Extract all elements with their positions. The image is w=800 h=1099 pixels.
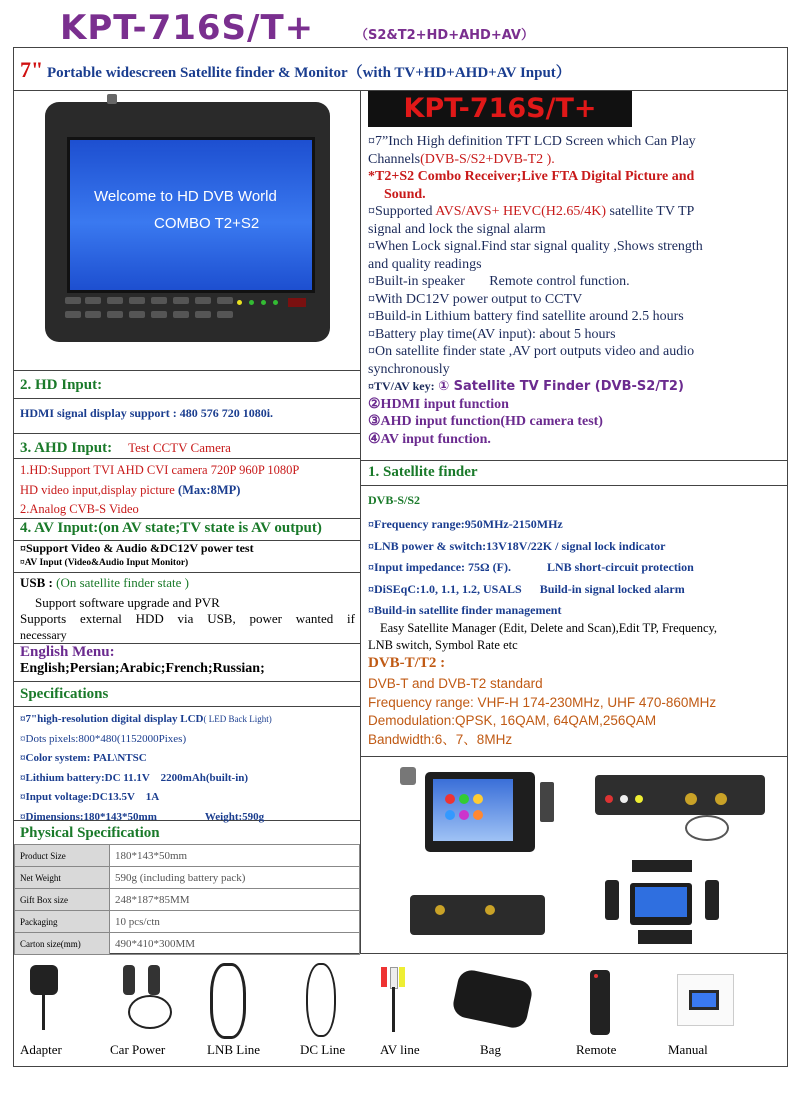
dvbs-label: DVB-S/S2 (368, 493, 421, 507)
features-list (368, 133, 773, 448)
hd-input-text: HDMI signal display support : 480 576 720 1080i. (20, 406, 274, 420)
usb-line: necessary (20, 628, 67, 642)
spec-item: ¤Dots pixels:800*480(1152000Pixes) (20, 732, 187, 745)
divider (13, 572, 360, 573)
page-title: KPT-716S/T+ (60, 8, 315, 48)
sat-easy-line: LNB switch, Symbol Rate etc (368, 638, 518, 652)
product-photo-back (405, 885, 550, 945)
spec-item: ¤7"high-resolution digital display LCD( LED Back Light) (20, 713, 272, 725)
bag-icon (450, 965, 535, 1030)
menu-languages: English;Persian;Arabic;French;Russian; (20, 661, 265, 676)
product-photo-connectors (585, 765, 775, 840)
spec-item: ¤Dimensions:180*143*50mm Weight:590g (20, 810, 265, 823)
remote-icon (585, 968, 615, 1038)
sat-item: ¤DiSEqC:1.0, 1.1, 1.2, USALS Build-in signal locked alarm (368, 581, 685, 596)
sat-item: ¤Build-in satellite finder management (368, 603, 562, 617)
divider (13, 458, 360, 459)
divider (13, 370, 360, 371)
dvbt-heading: DVB-T/T2 : (368, 655, 446, 671)
spec-item: ¤Lithium battery:DC 11.1V 2200mAh(built-in) (20, 771, 249, 784)
feature-line: ¤Built-in speaker Remote control function. (368, 274, 630, 289)
lnb-line-icon (205, 958, 250, 1038)
antenna-connector-icon (107, 94, 117, 104)
led-indicator-icon (237, 300, 242, 305)
sat-item: ¤Input impedance: 75Ω (F). LNB short-circuit protection (368, 560, 694, 574)
feature-line: and quality readings (368, 256, 482, 272)
product-header (20, 57, 571, 83)
physical-heading: Physical Specification (20, 825, 160, 841)
manual-icon (675, 972, 735, 1027)
usb-line: Supports external HDD via USB, power wanted if (20, 611, 355, 626)
feature-line: ¤With DC12V power output to CCTV (368, 291, 583, 307)
tvav-line: ¤TV/AV key: ① Satellite TV Finder (DVB-S2/T2) (368, 379, 684, 394)
av-line-icon (375, 962, 415, 1037)
accessory-label: DC Line (300, 1042, 346, 1057)
ahd-line: 1.HD:Support TVI AHD CVI camera 720P 960P 1080P (20, 463, 300, 477)
feature-line: signal and lock the signal alarm (368, 221, 546, 237)
spec-item: ¤Color system: PAL\NTSC (20, 752, 147, 764)
specifications-list (20, 710, 272, 827)
menu-heading: English Menu: (20, 644, 115, 660)
ahd-input-heading-row (20, 439, 231, 457)
sat-item: ¤Frequency range:950MHz-2150MHz (368, 517, 563, 531)
ahd-input-note: Test CCTV Camera (128, 440, 231, 455)
table-row: Carton size(mm) 490*410*300MM (15, 933, 360, 955)
tvav-item: ③AHD input function(HD camera test) (368, 414, 603, 429)
led-indicator-icon (261, 300, 266, 305)
divider (360, 485, 788, 486)
product-photo-package (600, 855, 725, 950)
accessory-label: Car Power (110, 1042, 166, 1057)
divider (13, 681, 360, 682)
divider (13, 398, 360, 399)
accessory-label: Remote (576, 1042, 617, 1057)
feature-line: ¤7”Inch High definition TFT LCD Screen which Can Play (368, 134, 696, 149)
product-photo-ui (395, 762, 560, 882)
sat-finder-list (368, 514, 694, 622)
adapter-icon (20, 960, 80, 1035)
sat-finder-heading: 1. Satellite finder (368, 464, 478, 480)
led-indicator-icon (273, 300, 278, 305)
spec-item: ¤Input voltage:DC13.5V 1A (20, 791, 160, 803)
ahd-input-heading: 3. AHD Input: (20, 440, 113, 456)
table-row: Net Weight 590g (including battery pack) (15, 867, 360, 889)
device-image (45, 102, 330, 342)
hd-input-heading: 2. HD Input: (20, 377, 103, 393)
car-power-icon (118, 960, 178, 1035)
device-screen (67, 137, 315, 293)
table-row: Gift Box size 248*187*85MM (15, 889, 360, 911)
dvbt-list (368, 675, 716, 749)
screen-combo-text: COMBO T2+S2 (154, 215, 260, 232)
page-subtitle: （S2&T2+HD+AHD+AV） (355, 28, 534, 43)
feature-line: *T2+S2 Combo Receiver;Live FTA Digital Picture and (368, 169, 695, 184)
sat-item: ¤LNB power & switch:13V18V/22K / signal lock indicator (368, 538, 666, 553)
dvbt-line: Bandwidth:6、7、8MHz (368, 731, 513, 747)
divider (360, 756, 788, 757)
model-badge: KPT-716S/T+ (368, 91, 632, 127)
feature-line: ¤Build-in Lithium battery find satellite around 2.5 hours (368, 309, 684, 324)
divider (13, 706, 360, 707)
table-row: Packaging 10 pcs/ctn (15, 911, 360, 933)
av-input-line: ¤Support Video & Audio &DC12V power test (20, 541, 254, 555)
dvbt-line: Frequency range: VHF-H 174-230MHz, UHF 470-860MHz (368, 694, 717, 710)
tvav-item: ④AV input function. (368, 431, 491, 447)
dvbt-line: DVB-T and DVB-T2 standard (368, 676, 543, 691)
accessory-label: Adapter (20, 1042, 62, 1057)
feature-line: ¤Supported AVS/AVS+ HEVC(H2.65/4K) satellite TV TP (368, 204, 695, 219)
ahd-line: HD video input,display picture (Max:8MP) (20, 483, 241, 497)
screen-welcome-text: Welcome to HD DVB World (94, 188, 277, 205)
header-text: Portable widescreen Satellite finder & Monitor（with TV+HD+AHD+AV Input） (46, 65, 571, 81)
feature-line: ¤On satellite finder state ,AV port outputs video and audio (368, 344, 695, 359)
screen-size: 7" (20, 57, 44, 82)
feature-line: Sound. (384, 186, 426, 202)
specifications-heading: Specifications (20, 686, 109, 702)
accessory-label: AV line (380, 1042, 420, 1057)
feature-line: ¤When Lock signal.Find star signal quality ,Shows strength (368, 239, 703, 254)
usb-line: Support software upgrade and PVR (35, 595, 220, 610)
feature-line: synchronously (368, 361, 450, 377)
divider (360, 90, 361, 953)
feature-line: Channels(DVB-S/S2+DVB-T2 ). (368, 151, 555, 167)
divider (13, 518, 360, 519)
av-input-line: ¤AV Input (Video&Audio Input Monitor) (20, 558, 189, 568)
led-indicator-icon (249, 300, 254, 305)
tvav-item: ②HDMI input function (368, 396, 509, 412)
accessory-label: LNB Line (207, 1042, 261, 1057)
divider (13, 433, 360, 434)
table-row: Product Size 180*143*50mm (15, 845, 360, 867)
accessory-label: Manual (668, 1042, 708, 1057)
physical-spec-table (14, 844, 360, 955)
accessory-label: Bag (480, 1042, 501, 1057)
divider (360, 460, 788, 461)
av-input-heading: 4. AV Input:(on AV state;TV state is AV output) (20, 520, 322, 536)
usb-heading-row: USB : (On satellite finder state ) (20, 575, 189, 590)
ir-window (288, 298, 306, 307)
dc-line-icon (298, 958, 343, 1038)
sat-easy-line: Easy Satellite Manager (Edit, Delete and Scan),Edit TP, Frequency, (380, 621, 718, 635)
ahd-line: 2.Analog CVB-S Video (20, 502, 139, 516)
device-keypad (65, 297, 235, 327)
dvbt-line: Demodulation:QPSK, 16QAM, 64QAM,256QAM (368, 713, 657, 728)
feature-line: ¤Battery play time(AV input): about 5 hours (368, 326, 616, 342)
